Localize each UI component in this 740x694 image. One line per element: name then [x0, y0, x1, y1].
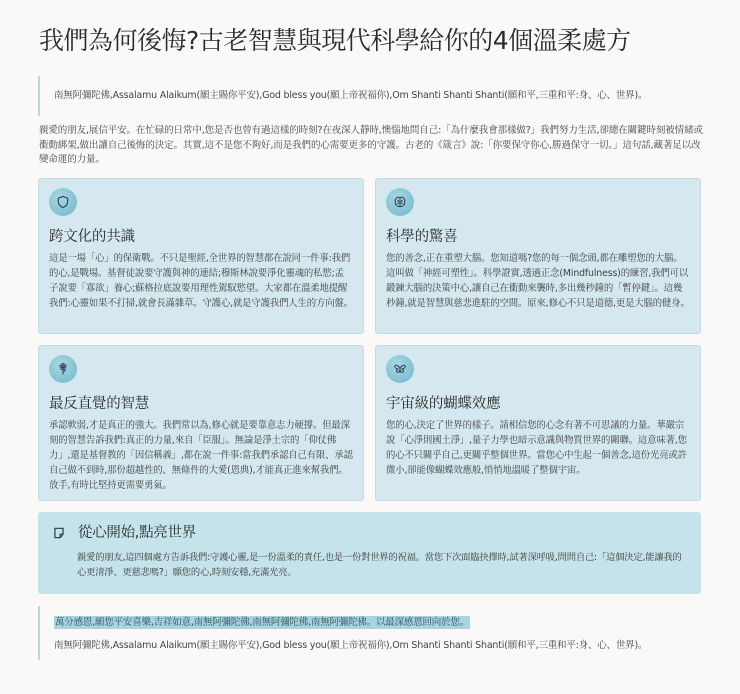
butterfly-icon	[393, 362, 407, 376]
card-title: 跨文化的共識	[49, 229, 135, 245]
card-icon-wrapper	[49, 188, 77, 216]
blessing-quote-top	[38, 76, 698, 116]
shield-icon	[56, 195, 70, 209]
card-icon-wrapper	[386, 355, 414, 383]
note-icon	[52, 526, 66, 540]
card-cross-cultural	[38, 178, 364, 334]
card-icon-wrapper	[386, 188, 414, 216]
card-butterfly-effect	[375, 345, 701, 501]
highlighted-blessing: 萬分感恩,願您平安喜樂,吉祥如意,南無阿彌陀佛,南無阿彌陀佛,南無阿彌陀佛。以最深感恩回向於您。	[55, 617, 470, 628]
card-title: 最反直覺的智慧	[49, 396, 150, 412]
callout-title: 從心開始,點亮世界	[78, 525, 196, 541]
intro-paragraph: 親愛的朋友,展信平安。在忙碌的日常中,您是否也曾有過這樣的時刻?在夜深人靜時,懊惱地問自己:「為什麼我會那樣做?」我們努力生活,卻總在關鍵時刻被情緒或衝動綁架,做出讓自己後悔的決定。其實,這不是您不夠好,而是我們的心需要更多的守護。古老的《箴言》說:「你要保守你心,勝過保守一切。」這句話,藏著足以改變命運的力量。	[39, 125, 703, 165]
card-science	[375, 178, 701, 334]
card-icon-wrapper	[49, 355, 77, 383]
card-counterintuitive	[38, 345, 364, 501]
brain-icon	[393, 195, 407, 209]
flower-icon	[56, 362, 70, 376]
callout-conclusion	[38, 512, 701, 594]
callout-header	[50, 523, 689, 543]
card-title: 科學的驚喜	[386, 229, 458, 245]
card-body: 您的心,決定了世界的樣子。請相信您的心念有著不可思議的力量。華嚴宗說「心淨則國土淨」,量子力學也暗示意識與物質世界的關聯。這意味著,您的心不只關乎自己,更關乎整個世界。當您心中生起一個善念,這份光亮或許微小,卻能像蝴蝶效應般,悄悄地溫暖了整個宇宙。	[386, 420, 687, 476]
card-body: 這是一場「心」的保衛戰。不只是聖經,全世界的智慧都在說同一件事:我們的心,是戰場。基督徒說要守護與神的連結;穆斯林說要淨化靈魂的私慾;孟子說要「寡欲」養心;蘇格拉底說要用理性駕馭慾望。大家都在溫柔地提醒我們:心靈如果不打掃,就會長滿雜草。守護心,就是守護我們人生的方向盤。	[49, 253, 353, 309]
blessing-quote-bottom	[38, 606, 698, 660]
blessing-text: 南無阿彌陀佛,Assalamu Alaikum(願主賜你平安),God bless you(願上帝祝福你),Om Shanti Shanti Shanti(願和平,三重和平:身、心、世界)。	[54, 640, 648, 651]
card-body: 您的善念,正在重塑大腦。您知道嗎?您的每一個念頭,都在雕塑您的大腦。這叫做「神經可塑性」。科學證實,透過正念(Mindfulness)的練習,我們可以鍛鍊大腦的決策中心,讓自己在衝動來襲時,多出幾秒鐘的「暫停鍵」。這幾秒鐘,就是智慧與慈悲進駐的空間。原來,修心不只是道德,更是大腦的健身。	[386, 253, 690, 309]
card-title: 宇宙級的蝴蝶效應	[386, 396, 501, 412]
card-body: 承認軟弱,才是真正的強大。我們常以為,修心就是要靠意志力硬撐。但最深刻的智慧告訴我們:真正的力量,來自「臣服」。無論是淨土宗的「仰仗佛力」,還是基督教的「因信稱義」,都在說一件事:當我們承認自己有限、承認自己做不到時,那份超越性的、無條件的大愛(恩典),才能真正進來幫我們。放手,有時比堅持更需要勇氣。	[49, 420, 353, 491]
callout-body: 親愛的朋友,這四個處方告訴我們:守護心靈,是一份溫柔的責任,也是一份對世界的祝福。當您下次面臨抉擇時,試著深呼吸,問問自己:「這個決定,能讓我的心更清淨、更慈悲嗎?」願您的心,時刻安穩,充滿光亮。	[77, 552, 682, 578]
blessing-text: 南無阿彌陀佛,Assalamu Alaikum(願主賜你平安),God bless you(願上帝祝福你),Om Shanti Shanti Shanti(願和平,三重和平:身、心、世界)。	[54, 90, 648, 101]
page-title: 我們為何後悔?古老智慧與現代科學給你的4個溫柔處方	[39, 26, 631, 55]
